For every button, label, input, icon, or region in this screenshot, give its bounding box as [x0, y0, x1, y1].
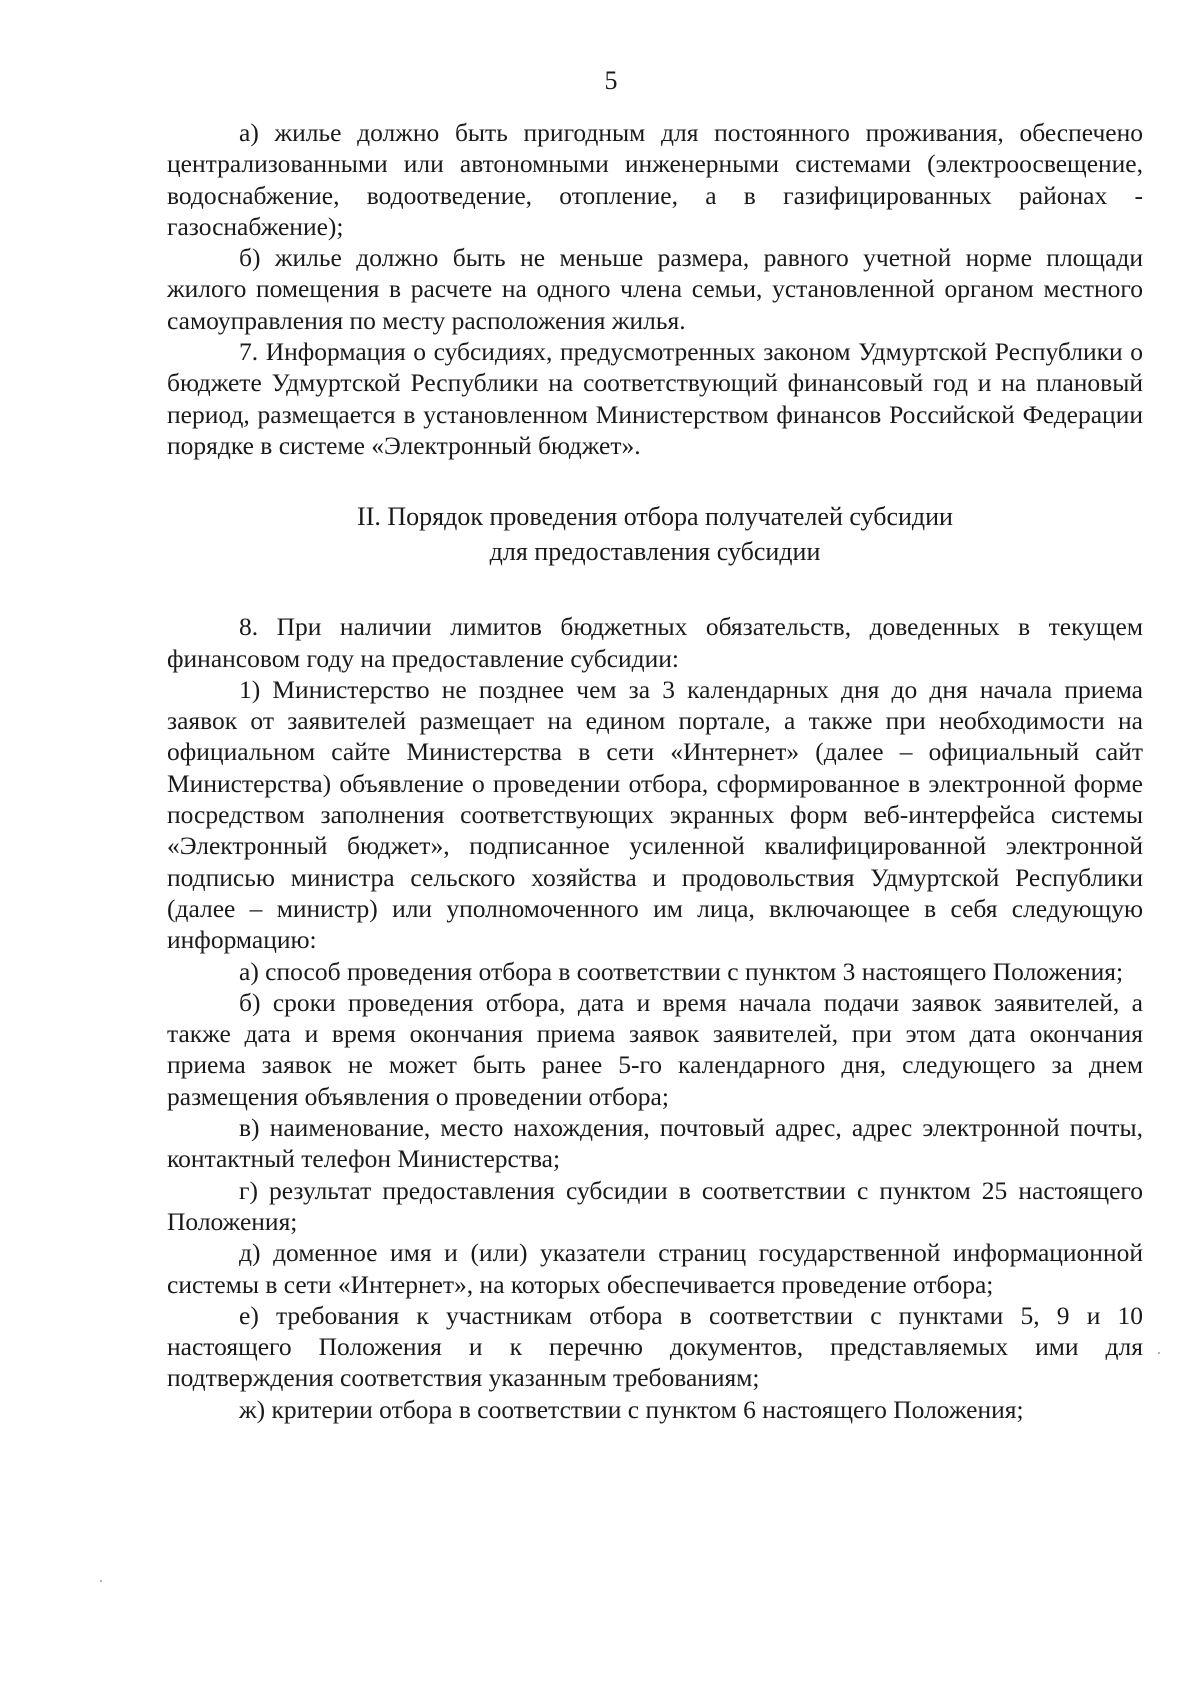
paragraph-item-8: 8. При наличии лимитов бюджетных обязательств, доведенных в текущем финансовом году на предоставление субсидии:: [167, 612, 1143, 673]
paragraph-subitem-1: 1) Министерство не позднее чем за 3 календарных дня до дня начала приема заявок от заявителей размещает на едином портале, а также при необходимости на официальном сайте Министерства в сети «Интернет» (далее – официальный сайт Министерства) объявление о проведении отбора, сформированное в электронной форме посредством заполнения соответствующих экранных форм веб-интерфейса системы «Электронный бюджет», подписанное усиленной квалифицированной электронной подписью министра сельского хозяйства и продовольствия Удмуртской Республики (далее – министр) или уполномоченного им лица, включающее в себя следующую информацию:: [167, 674, 1143, 955]
paragraph-subitem-g: г) результат предоставления субсидии в соответствии с пунктом 25 настоящего Положения;: [167, 1175, 1143, 1236]
page-number: 5: [604, 66, 618, 95]
section-heading-line-2: для предоставления субсидии: [489, 537, 821, 567]
paragraph-subitem-a: а) способ проведения отбора в соответствии с пунктом 3 настоящего Положения;: [239, 956, 1124, 986]
paragraph-subitem-zh: ж) критерии отбора в соответствии с пунктом 6 настоящего Положения;: [239, 1394, 1024, 1424]
paragraph-subitem-v: в) наименование, место нахождения, почтовый адрес, адрес электронной почты, контактный телефон Министерства;: [167, 1113, 1143, 1174]
paragraph-housing-requirements-a: а) жилье должно быть пригодным для постоянного проживания, обеспечено централизованными или автономными инженерными системами (электроосвещение, водоснабжение, водоотведение, отопление, а в газифицированных районах - газоснабжение);: [167, 118, 1143, 241]
paragraph-subitem-b: б) сроки проведения отбора, дата и время начала подачи заявок заявителей, а также дата и время окончания приема заявок заявителей, при этом дата окончания приема заявок не может быть ранее 5-го календарного дня, следующего за днем размещения объявления о проведении отбора;: [167, 987, 1143, 1111]
scan-speck: [100, 1580, 102, 1582]
section-heading: [167, 499, 1143, 569]
paragraph-housing-requirements-b: б) жилье должно быть не меньше размера, равного учетной норме площади жилого помещения в расчете на одного члена семьи, установленной органом местного самоуправления по месту расположения жилья.: [167, 243, 1143, 335]
paragraph-subitem-d: д) доменное имя и (или) указатели страниц государственной информационной системы в сети «Интернет», на которых обеспечивается проведение отбора;: [167, 1238, 1143, 1299]
paragraph-item-7: 7. Информация о субсидиях, предусмотренных законом Удмуртской Республики о бюджете Удмуртской Республики на соответствующий финансовый год и на плановый период, размещается в установленном Министерством финансов Российской Федерации порядке в системе «Электронный бюджет».: [167, 337, 1143, 460]
scan-speck: [1158, 1352, 1160, 1354]
document-body: [167, 117, 1143, 1425]
paragraph-subitem-e: е) требования к участникам отбора в соответствии с пунктами 5, 9 и 10 настоящего Положения и к перечню документов, представляемых ими для подтверждения соответствия указанным требованиям;: [167, 1300, 1143, 1393]
section-heading-line-1: II. Порядок проведения отбора получателей субсидии: [357, 502, 953, 532]
